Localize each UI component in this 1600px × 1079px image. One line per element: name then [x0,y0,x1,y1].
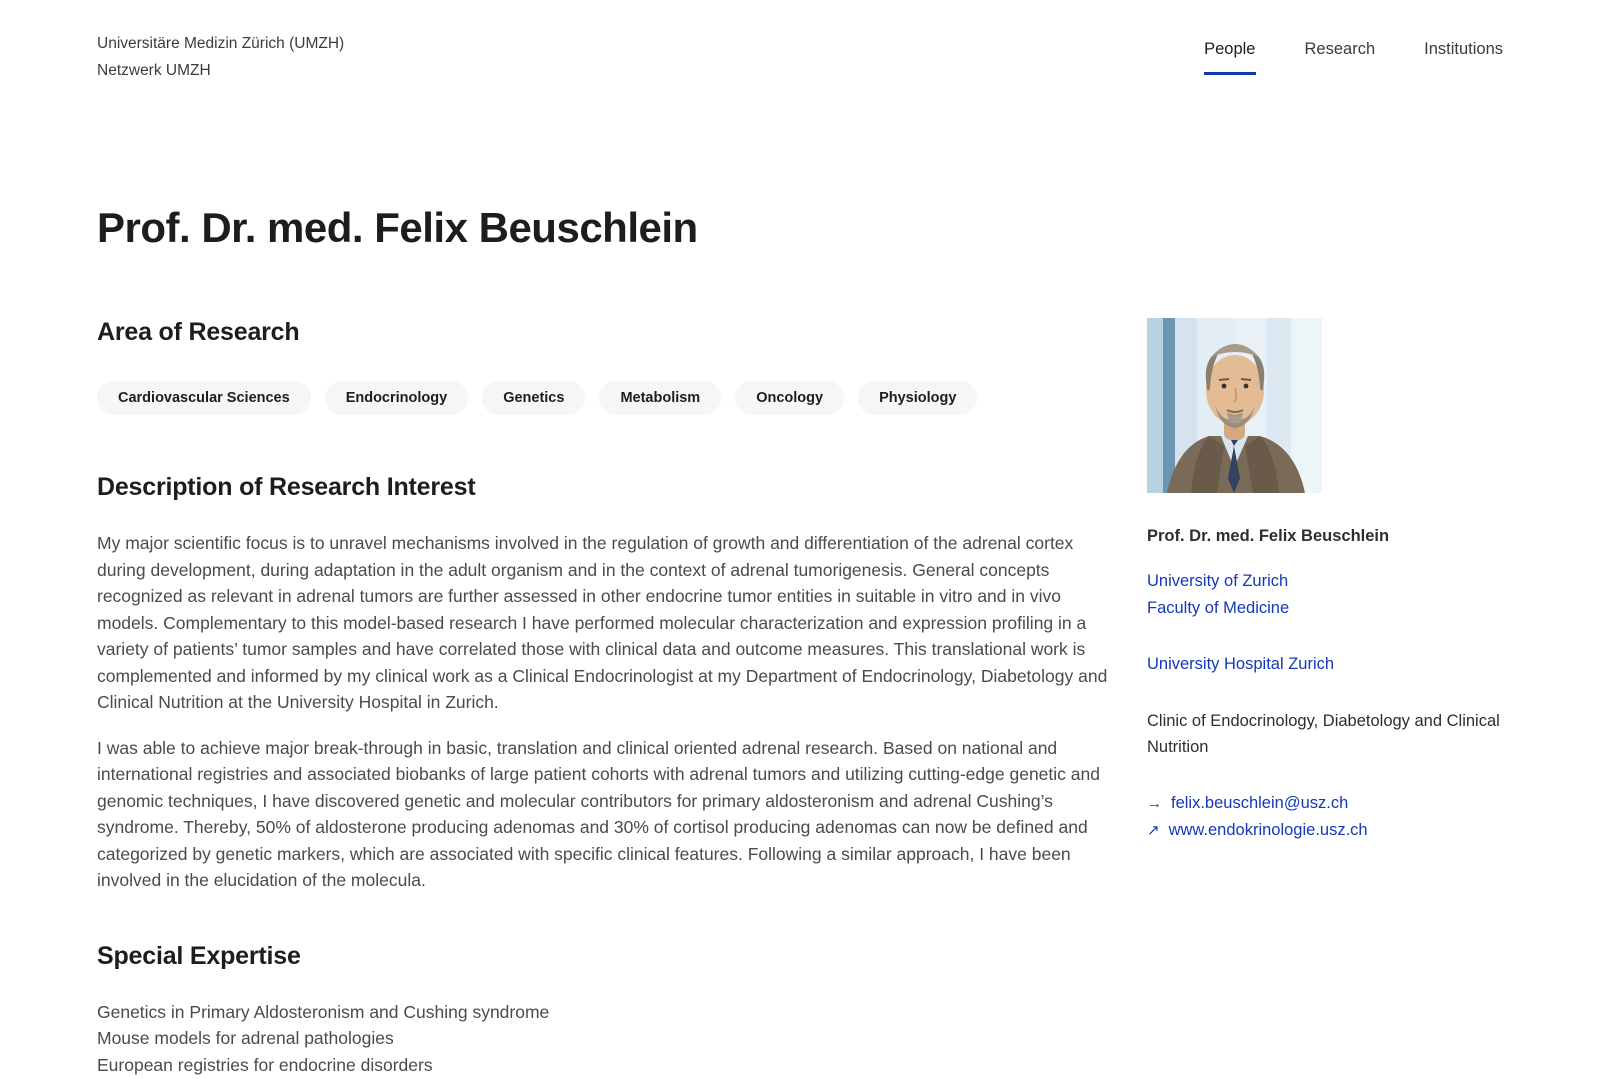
nav-item-people[interactable]: People [1204,40,1255,75]
link-faculty-of-medicine[interactable]: Faculty of Medicine [1147,598,1290,617]
link-university-of-zurich[interactable]: University of Zurich [1147,572,1289,590]
affiliation-links [1147,568,1503,621]
brand-logo[interactable] [97,30,344,84]
site-header [0,0,1600,84]
email-row [1147,790,1503,817]
link-university-hospital-zurich[interactable]: University Hospital Zurich [1147,655,1335,673]
brand-line-1: Universitäre Medizin Zürich (UMZH) [97,35,345,52]
research-tags-row [97,381,1120,415]
special-expertise-heading: Special Expertise [97,941,301,970]
hospital-link-group [1147,651,1503,678]
area-of-research-section [97,318,1120,415]
page-title: Prof. Dr. med. Felix Beuschlein [97,204,698,251]
profile-photo [1147,318,1322,493]
profile-name: Prof. Dr. med. Felix Beuschlein [1147,527,1390,545]
tag-cardiovascular-sciences[interactable]: Cardiovascular Sciences [97,381,311,415]
description-paragraph-2: I was able to achieve major break-through in basic, translation and clinical oriented adrenal research. Based on national and international registries and associated biobanks of large patient cohorts with adrenal tumors and utilizing cutting-edge genetic and genomic techniques, I have discovered genetic and molecular contributors for primary aldosteronism and adrenal Cushing’s syndrome. Thereby, 50% of aldosterone producing adenomas and 30% of cortisol producing adenomas can now be defined and categorized by genetic markers, which are associated with specific clinical features. Following a similar approach, I have been involved in the elucidation of the molecula. [97,737,1100,890]
tag-endocrinology[interactable]: Endocrinology [325,381,469,415]
arrow-right-icon: → [1147,794,1162,812]
main-column [97,84,1120,1079]
tag-genetics[interactable]: Genetics [482,381,585,415]
description-body [97,530,1120,894]
arrow-up-right-icon: ↗ [1147,821,1160,839]
description-heading: Description of Research Interest [97,473,476,501]
special-expertise-section [97,942,1120,1079]
email-link[interactable]: felix.beuschlein@usz.ch [1171,793,1349,812]
tag-oncology[interactable]: Oncology [735,381,844,415]
description-paragraph-1: My major scientific focus is to unravel mechanisms involved in the regulation of growth and differentiation of the adrenal cortex during development, during adaptation in the adult organism and in the context of adrenal tumorigenesis. General concepts recognized as relevant in adrenal tumors are further assessed in other endocrine tumor entities in suitable in vitro and in vivo models. Complementary to this model-based research I have performed molecular characterization and expression profiling in a variety of patients’ tumor samples and have correlated those with clinical data and outcome measures. This translational work is complemented and informed by my clinical work as a Clinical Endocrinologist at my Department of Endocrinology, Diabetology and Clinical Nutrition at the University Hospital in Zurich. [97,533,1108,712]
content-container [0,84,1600,1079]
website-link[interactable]: www.endokrinologie.usz.ch [1168,820,1368,839]
brand-line-2: Netzwerk UMZH [97,62,211,79]
clinic-affiliation: Clinic of Endocrinology, Diabetology and Clinical Nutrition [1147,711,1500,756]
tag-physiology[interactable]: Physiology [858,381,977,415]
description-section [97,473,1120,894]
expertise-item: Genetics in Primary Aldosteronism and Cushing syndrome [97,1001,550,1022]
profile-sidebar [1147,318,1503,1079]
tag-metabolism[interactable]: Metabolism [599,381,721,415]
expertise-item: European registries for endocrine disorders [97,1054,433,1075]
nav-item-research[interactable]: Research [1304,40,1376,58]
website-row [1147,817,1503,844]
expertise-item: Mouse models for adrenal pathologies [97,1028,394,1049]
main-nav [1204,40,1503,75]
contact-links [1147,790,1503,844]
area-of-research-heading: Area of Research [97,318,300,346]
nav-item-institutions[interactable]: Institutions [1424,40,1503,58]
